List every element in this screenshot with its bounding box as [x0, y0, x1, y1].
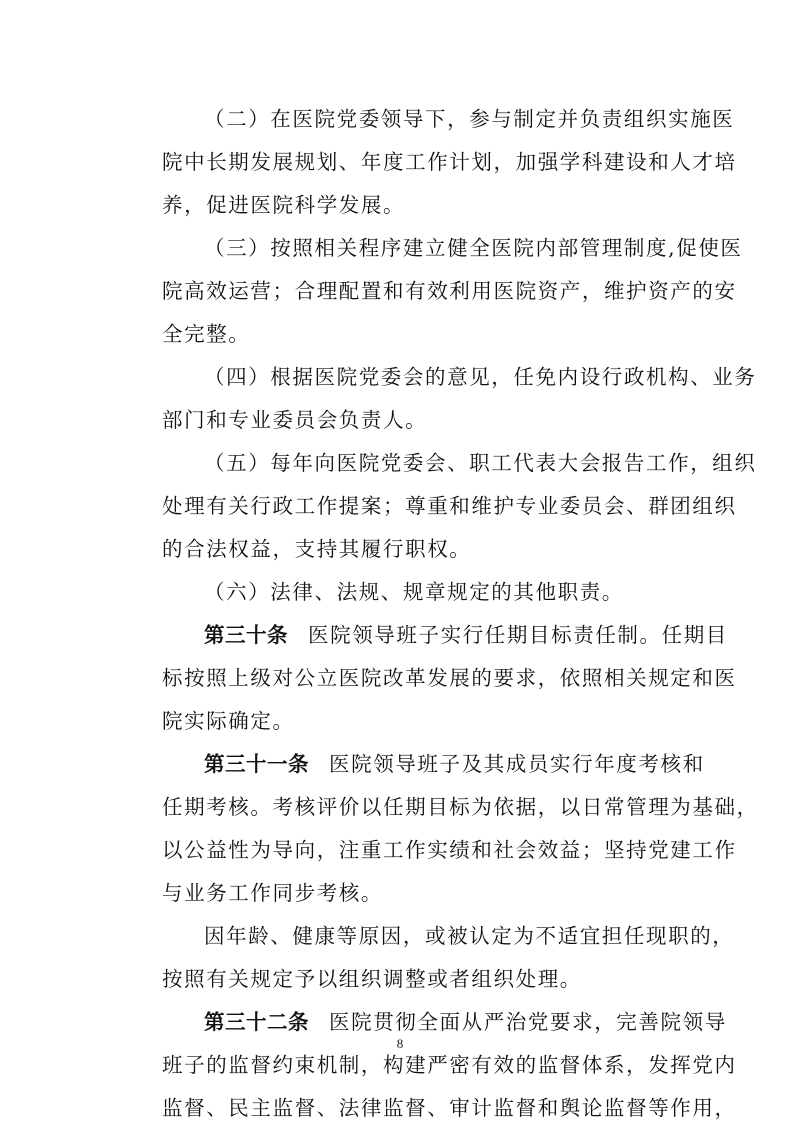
text-line: 标按照上级对公立医院改革发展的要求，依照相关规定和医 [162, 666, 737, 690]
text-line [162, 743, 705, 786]
text-line: 以公益性为导向，注重工作实绩和社会效益；坚持党建工作 [162, 838, 737, 862]
document-body [162, 98, 759, 1130]
text-line: 部门和专业委员会负责人。 [162, 408, 428, 432]
article-31-continuation [162, 915, 735, 1001]
text-line: 院实际确定。 [162, 709, 295, 733]
paragraph-item-5 [162, 442, 757, 571]
text-line: 院中长期发展规划、年度工作计划，加强学科建设和人才培 [162, 150, 737, 174]
article-text: 医院贯彻全面从严治党要求，完善院领导 [329, 1010, 727, 1034]
text-line: （二）在医院党委领导下，参与制定并负责组织实施医 [204, 107, 735, 131]
text-line: 任期考核。考核评价以任期目标为依据，以日常管理为基础， [162, 795, 759, 819]
text-line: 与业务工作同步考核。 [162, 881, 383, 905]
text-line: 监督、民主监督、法律监督、审计监督和舆论监督等作用， [162, 1096, 737, 1120]
paragraph-item-4 [162, 356, 757, 442]
text-line: （三）按照相关程序建立健全医院内部管理制度,促使医 [204, 236, 743, 260]
article-number: 第三十二条 [204, 1010, 309, 1034]
article-text: 医院领导班子实行任期目标责任制。任期目 [308, 623, 728, 647]
text-line: （六）法律、法规、规章规定的其他职责。 [204, 580, 624, 604]
article-number: 第三十一条 [204, 752, 309, 776]
paragraph-item-3 [162, 227, 743, 356]
article-text: 医院领导班子及其成员实行年度考核和 [329, 752, 705, 776]
text-line: 班子的监督约束机制，构建严密有效的监督体系，发挥党内 [162, 1053, 737, 1077]
text-line: 养，促进医院科学发展。 [162, 193, 406, 217]
text-line: 处理有关行政工作提案；尊重和维护专业委员会、群团组织 [162, 494, 737, 518]
paragraph-item-2 [162, 98, 737, 227]
article-32 [162, 1001, 737, 1130]
text-line: 的合法权益，支持其履行职权。 [162, 537, 472, 561]
text-line: 院高效运营；合理配置和有效利用医院资产，维护资产的安 [162, 279, 737, 303]
text-line: （四）根据医院党委会的意见，任免内设行政机构、业务 [204, 365, 757, 389]
page-number: 8 [396, 1036, 404, 1051]
text-line: 按照有关规定予以组织调整或者组织处理。 [162, 967, 582, 991]
paragraph-item-6 [162, 571, 692, 614]
text-line: （五）每年向医院党委会、职工代表大会报告工作，组织 [204, 451, 757, 475]
article-31 [162, 743, 759, 915]
article-30 [162, 614, 737, 743]
text-line: 全完整。 [162, 322, 251, 346]
article-number: 第三十条 [204, 623, 288, 647]
text-line [162, 614, 728, 657]
text-line: 因年龄、健康等原因，或被认定为不适宜担任现职的， [204, 924, 735, 948]
